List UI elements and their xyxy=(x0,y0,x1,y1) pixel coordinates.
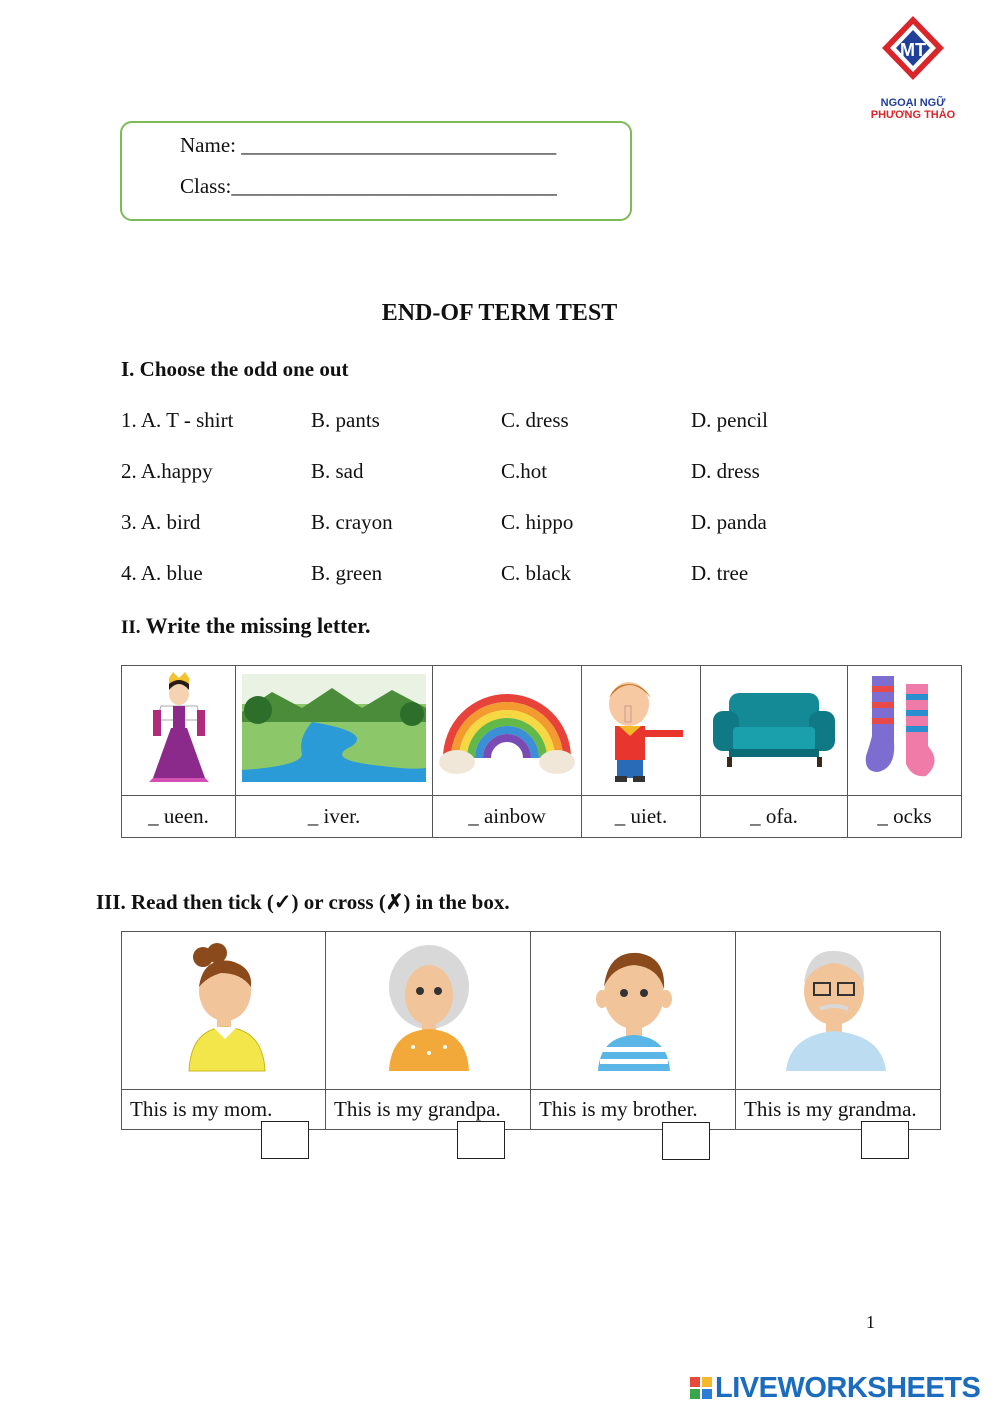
sentence-cell: This is my grandma. xyxy=(736,1090,941,1130)
page-title: END-OF TERM TEST xyxy=(381,300,618,326)
section3-heading: III. Read then tick (✓) or cross (✗) in the box. xyxy=(96,890,510,914)
q3-option-a[interactable]: 3. A. bird xyxy=(121,510,201,534)
q4-option-b[interactable]: B. green xyxy=(311,561,383,585)
sentence-cell: This is my mom. xyxy=(122,1090,326,1130)
missing-letter-word[interactable]: _ ainbow xyxy=(433,796,582,838)
section2-heading-prefix: II. xyxy=(121,617,141,638)
missing-letter-word[interactable]: _ uiet. xyxy=(582,796,701,838)
section2-heading xyxy=(121,613,371,639)
answer-box-brother[interactable] xyxy=(662,1122,710,1160)
q4-option-a[interactable]: 4. A. blue xyxy=(121,561,203,585)
grandma-picture-cell xyxy=(326,932,531,1090)
q1-option-d[interactable]: D. pencil xyxy=(691,408,768,432)
liveworksheets-footer[interactable] xyxy=(690,1372,980,1405)
queen-picture-cell xyxy=(122,666,236,796)
missing-letter-word[interactable]: _ ofa. xyxy=(701,796,848,838)
section1-heading: I. Choose the odd one out xyxy=(121,357,349,381)
grandpa-picture-cell xyxy=(736,932,941,1090)
logo-letters: MT xyxy=(900,40,926,60)
answer-box-mom[interactable] xyxy=(261,1121,309,1159)
missing-letter-word[interactable]: _ ueen. xyxy=(122,796,236,838)
rainbow-picture-cell xyxy=(433,666,582,796)
grandma-icon xyxy=(373,943,483,1073)
missing-letter-table xyxy=(121,665,962,838)
sofa-picture-cell xyxy=(701,666,848,796)
sentence-cell: This is my grandpa. xyxy=(326,1090,531,1130)
q2-option-a[interactable]: 2. A.happy xyxy=(121,459,213,483)
brother-picture-cell xyxy=(531,932,736,1090)
socks-icon xyxy=(862,672,948,784)
sentence-cell: This is my brother. xyxy=(531,1090,736,1130)
logo-line1: NGOẠI NGỮ xyxy=(880,97,946,109)
school-logo xyxy=(858,12,968,122)
answer-box-grandma[interactable] xyxy=(861,1121,909,1159)
sofa-icon xyxy=(709,683,839,773)
q3-option-d[interactable]: D. panda xyxy=(691,510,767,534)
name-field[interactable]: Name: ______________________________ xyxy=(180,133,557,157)
grandpa-icon xyxy=(778,943,898,1073)
missing-letter-word[interactable]: _ iver. xyxy=(236,796,433,838)
q2-option-d[interactable]: D. dress xyxy=(691,459,760,483)
quiet-picture-cell xyxy=(582,666,701,796)
q3-option-c[interactable]: C. hippo xyxy=(501,510,574,534)
tick-cross-table xyxy=(121,931,941,1130)
river-icon xyxy=(242,674,426,782)
student-info-box xyxy=(120,121,632,221)
q1-option-a[interactable]: 1. A. T - shirt xyxy=(121,408,234,432)
brother-icon xyxy=(578,943,688,1073)
page-number: 1 xyxy=(866,1312,875,1332)
mom-icon xyxy=(169,943,279,1073)
section2-heading-text: Write the missing letter. xyxy=(140,613,371,638)
q4-option-d[interactable]: D. tree xyxy=(691,561,749,585)
q4-option-c[interactable]: C. black xyxy=(501,561,571,585)
mt-logo-icon xyxy=(878,12,948,92)
class-field[interactable]: Class:_______________________________ xyxy=(180,174,557,198)
q2-option-c[interactable]: C.hot xyxy=(501,459,548,483)
queen-icon xyxy=(139,670,219,785)
river-picture-cell xyxy=(236,666,433,796)
socks-picture-cell xyxy=(848,666,962,796)
liveworksheets-icon xyxy=(690,1377,712,1399)
q3-option-b[interactable]: B. crayon xyxy=(311,510,393,534)
mom-picture-cell xyxy=(122,932,326,1090)
missing-letter-word[interactable]: _ ocks xyxy=(848,796,962,838)
q1-option-b[interactable]: B. pants xyxy=(311,408,380,432)
q2-option-b[interactable]: B. sad xyxy=(311,459,364,483)
footer-text: LIVEWORKSHEETS xyxy=(715,1372,981,1404)
q1-option-c[interactable]: C. dress xyxy=(501,408,569,432)
answer-box-grandpa[interactable] xyxy=(457,1121,505,1159)
rainbow-icon xyxy=(439,678,575,778)
quiet-boy-icon xyxy=(593,670,689,785)
logo-line2: PHƯƠNG THẢO xyxy=(870,109,956,121)
